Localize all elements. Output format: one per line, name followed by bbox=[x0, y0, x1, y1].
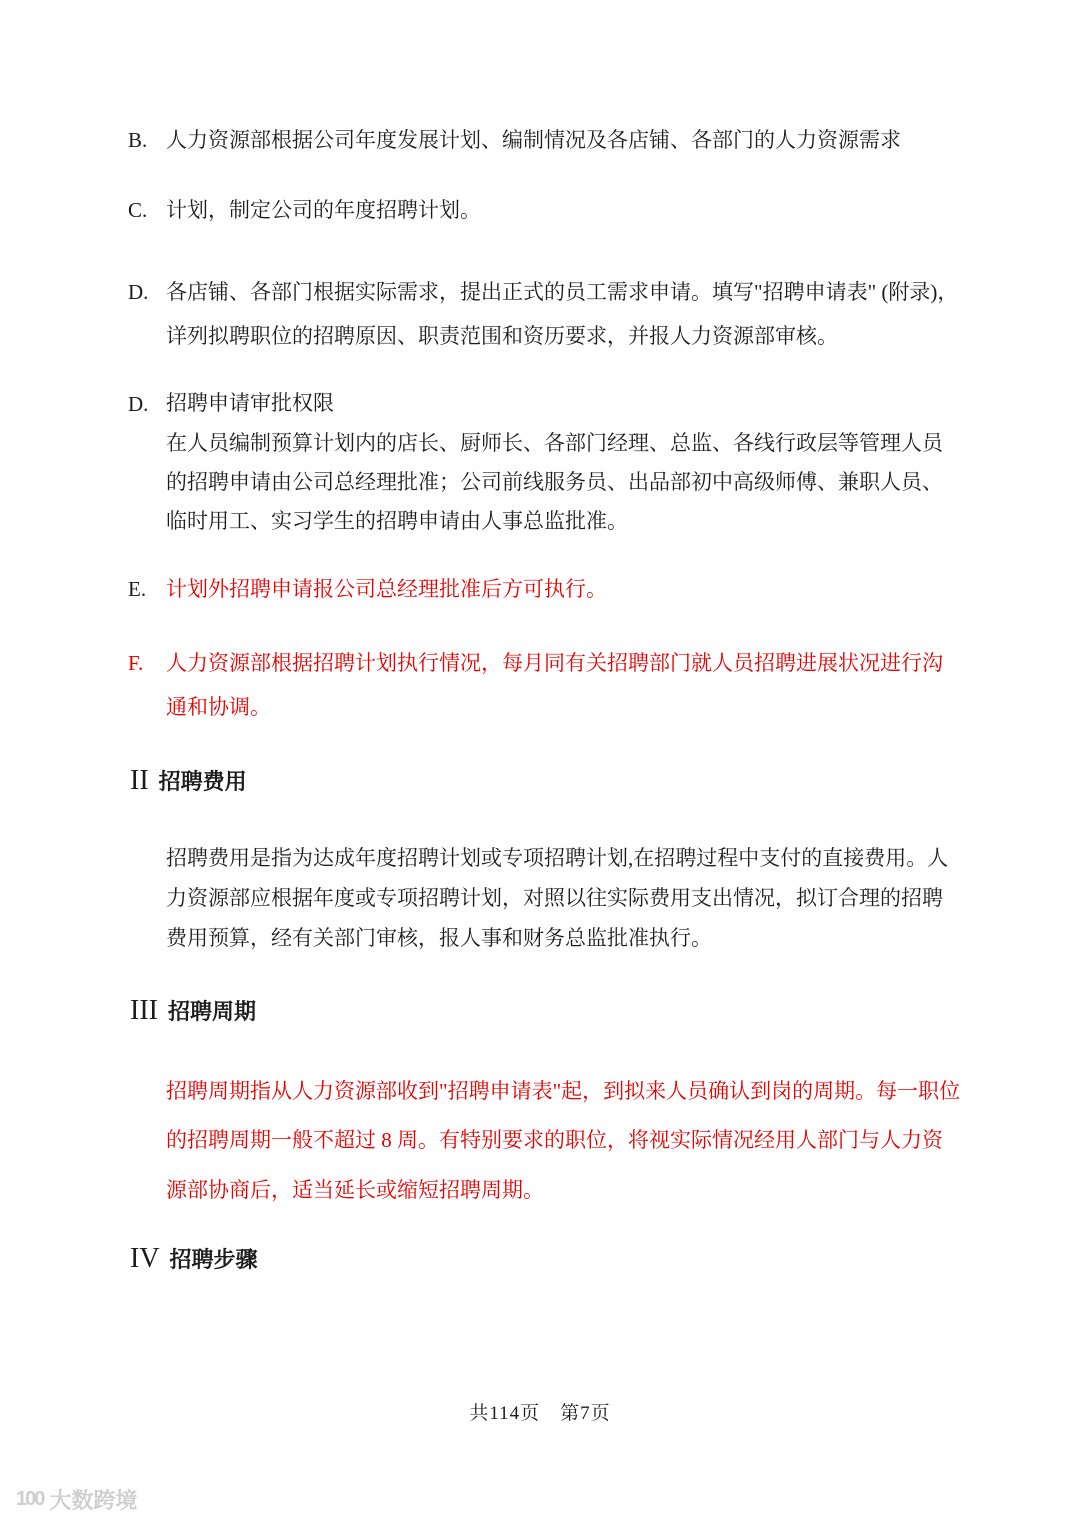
list-item-d2 bbox=[128, 382, 962, 541]
dashu-logo-icon: 100 bbox=[16, 1488, 44, 1510]
list-item-text: 人力资源部根据招聘计划执行情况，每月同有关招聘部门就人员招聘进展状况进行沟通和协调。 bbox=[166, 651, 943, 720]
list-item-subbody: 在人员编制预算计划内的店长、厨师长、各部门经理、总监、各线行政层等管理人员的招聘申请由公司总经理批准；公司前线服务员、出品部初中高级师傅、兼职人员、临时用工、实习学生的招聘申请由人事总监批准。 bbox=[166, 431, 943, 534]
list-item-label: D. bbox=[128, 392, 149, 417]
list-item-f bbox=[128, 641, 962, 729]
list-item-c bbox=[128, 188, 962, 232]
list-item-text: 计划，制定公司的年度招聘计划。 bbox=[166, 198, 481, 223]
section-heading-recruit-cost bbox=[130, 765, 962, 797]
list-item-text: 计划外招聘申请报公司总经理批准后方可执行。 bbox=[166, 576, 607, 601]
list-item-b bbox=[128, 118, 962, 162]
section-title: 招聘步骤 bbox=[169, 1246, 258, 1272]
list-item-label: C. bbox=[128, 198, 148, 223]
list-item-text: 人力资源部根据公司年度发展计划、编制情况及各店铺、各部门的人力资源需求 bbox=[166, 128, 901, 152]
section-body-recruit-cost: 招聘费用是指为达成年度招聘计划或专项招聘计划,在招聘过程中支付的直接费用。人力资源部应根据年度或专项招聘计划，对照以往实际费用支出情况，拟订合理的招聘费用预算，经有关部门审核，报人事和财务总监批准执行。 bbox=[166, 846, 949, 950]
list-item-e bbox=[128, 567, 962, 611]
section-numeral: II bbox=[130, 765, 149, 797]
section-title: 招聘周期 bbox=[167, 998, 256, 1024]
list-item-label: B. bbox=[128, 128, 148, 152]
section-heading-recruit-cycle bbox=[130, 995, 962, 1027]
section-body-recruit-cycle: 招聘周期指从人力资源部收到"招聘申请表"起，到拟来人员确认到岗的周期。每一职位的招聘周期一般不超过 8 周。有特别要求的职位，将视实际情况经用人部门与人力资源部协商后，适当延长或缩短招聘周期。 bbox=[166, 1078, 961, 1202]
list-item-text: 各店铺、各部门根据实际需求，提出正式的员工需求申请。填写"招聘申请表" (附录)，详列拟聘职位的招聘原因、职责范围和资历要求，并报人力资源部审核。 bbox=[166, 280, 959, 349]
section-numeral: IV bbox=[130, 1242, 160, 1274]
page-footer: 共114页 第7页 bbox=[469, 1403, 611, 1424]
list-item-text bbox=[166, 382, 962, 541]
section-title: 招聘费用 bbox=[158, 769, 247, 795]
list-item-d1 bbox=[128, 270, 962, 358]
section-numeral: III bbox=[130, 994, 158, 1026]
watermark-brand: 大数跨境 bbox=[49, 1488, 138, 1513]
section-heading-recruit-steps bbox=[130, 1243, 962, 1275]
list-item-label: E. bbox=[128, 576, 147, 601]
watermark bbox=[16, 1484, 137, 1515]
list-item-label: F. bbox=[128, 651, 144, 675]
list-item-subtitle: 招聘申请审批权限 bbox=[166, 391, 334, 416]
list-item-label: D. bbox=[128, 280, 149, 305]
